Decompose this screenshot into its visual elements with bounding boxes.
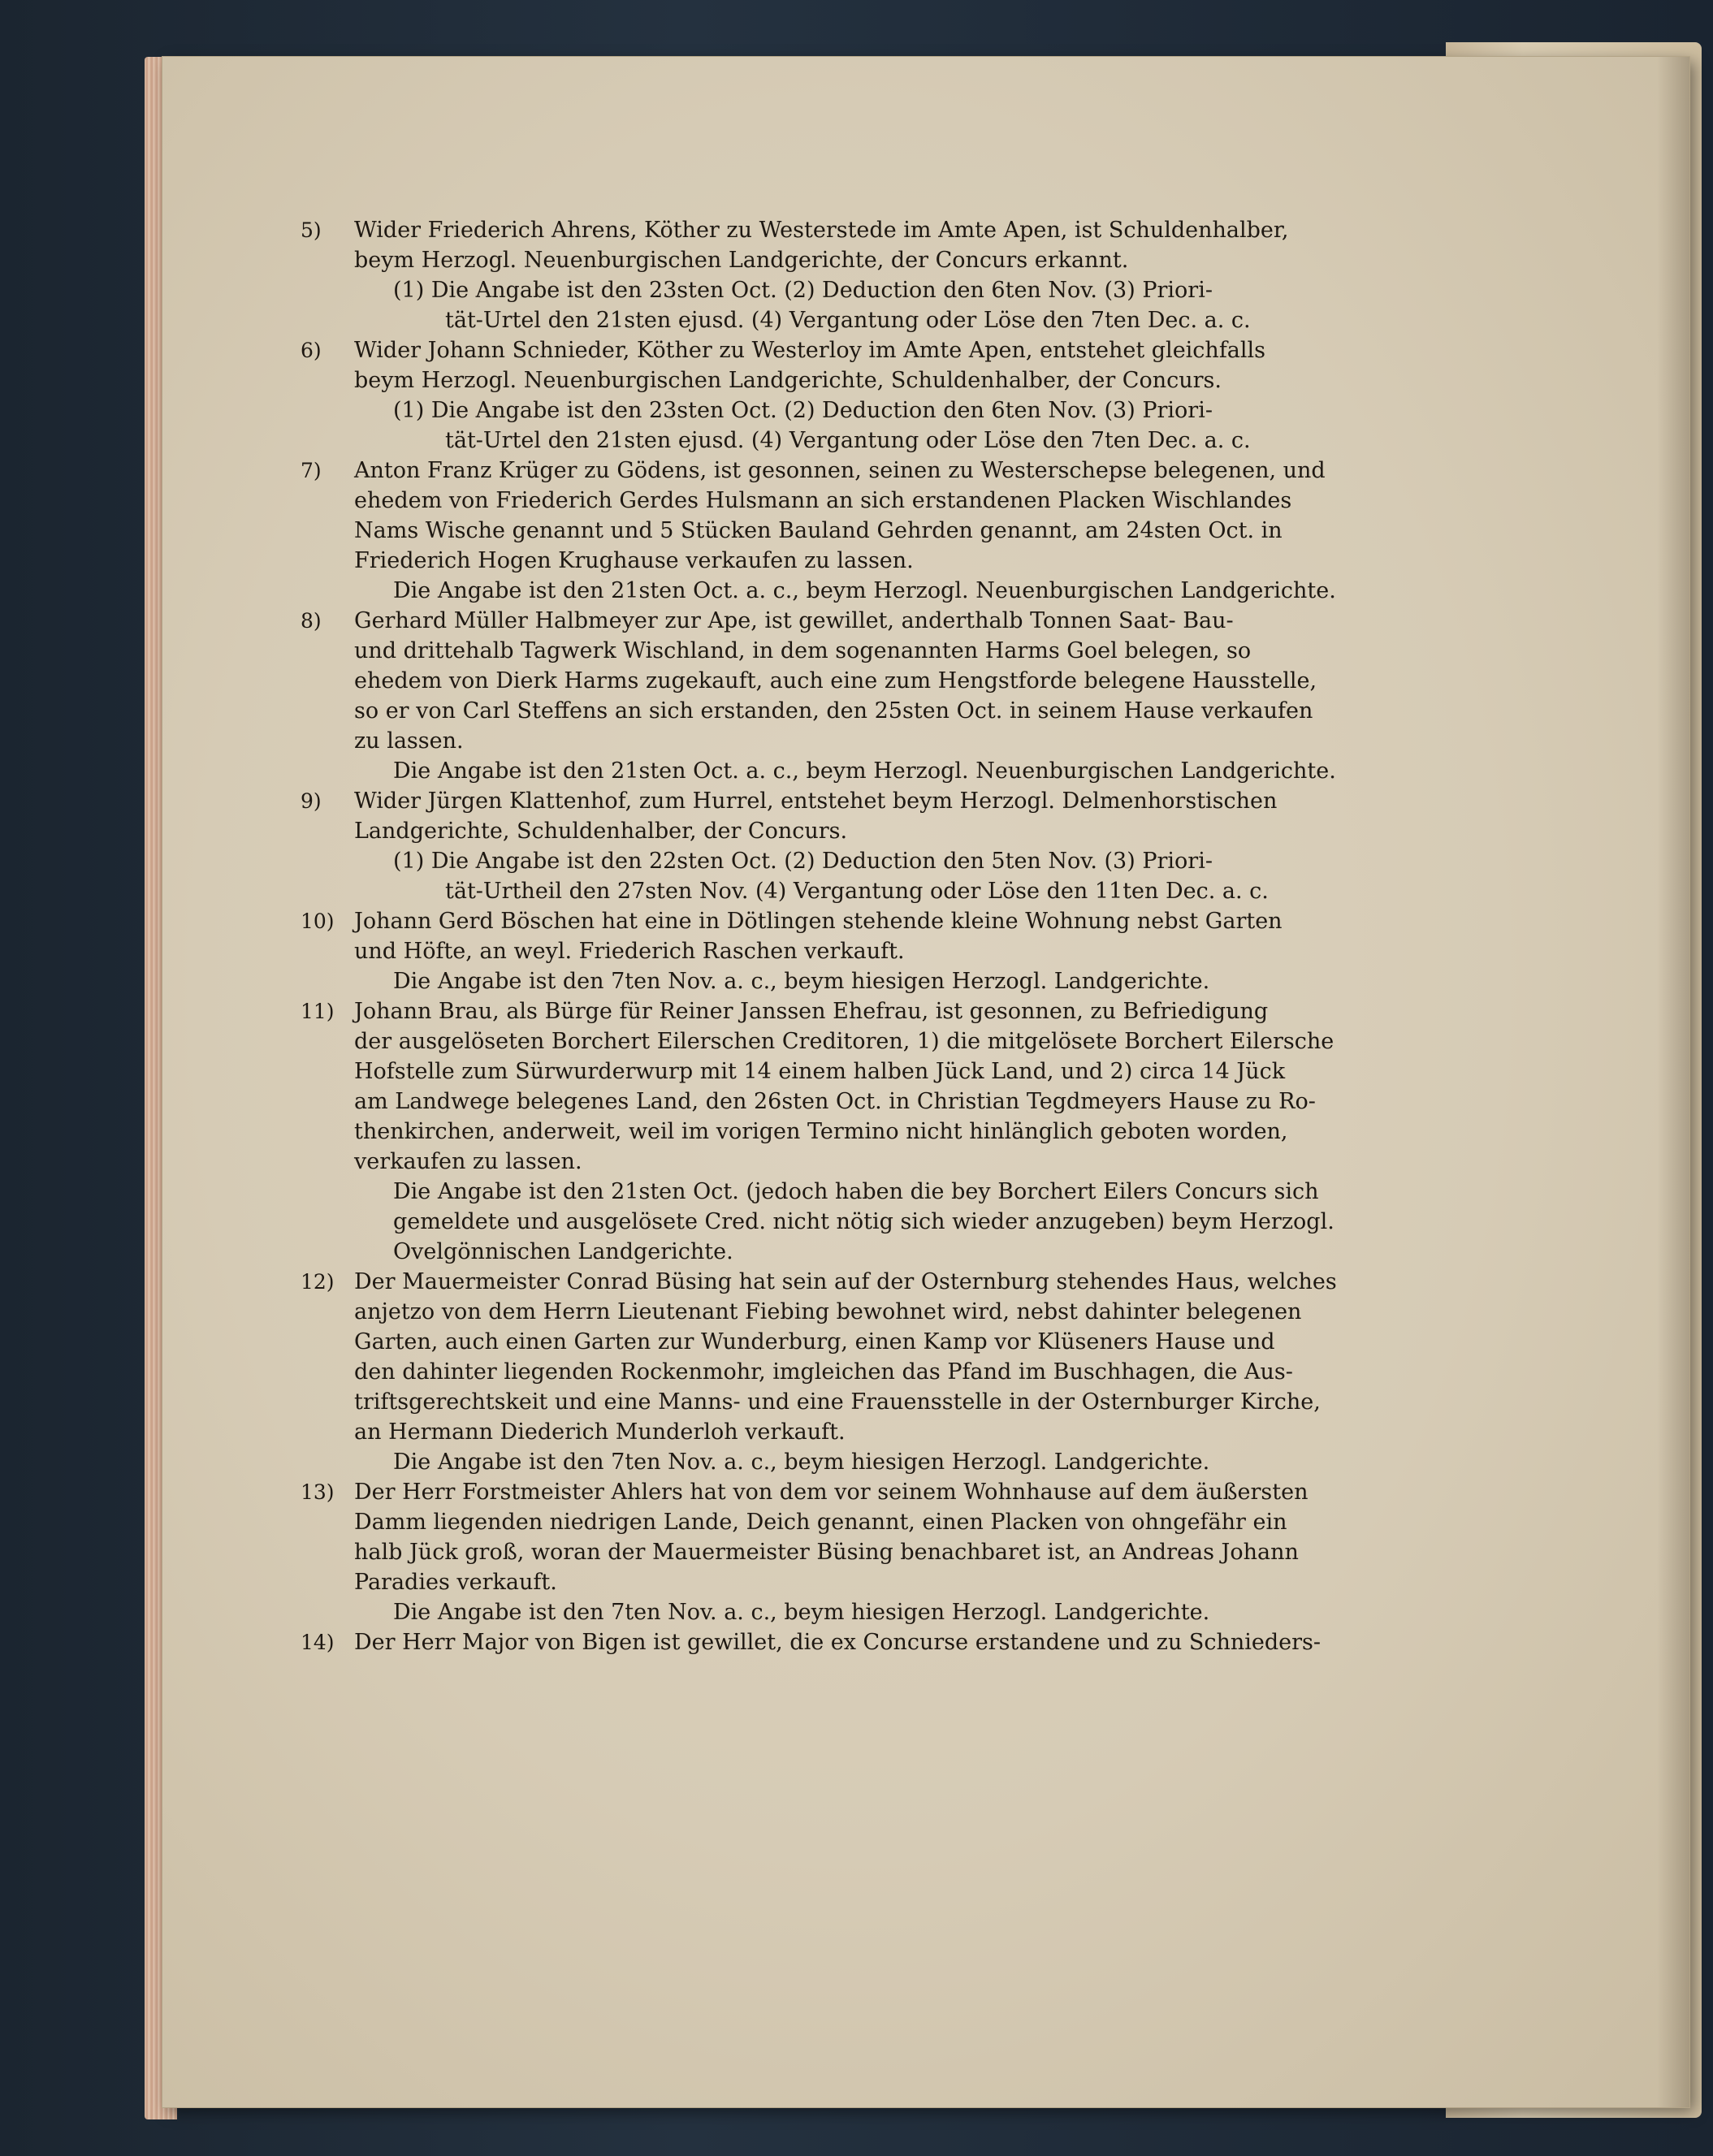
entry-detail-line: Die Angabe ist den 21sten Oct. a. c., beym Herzogl. Neuenburgischen Landgerichte. bbox=[393, 578, 1336, 603]
entry-number: 7) bbox=[301, 459, 322, 482]
entry-text-line: an Hermann Diederich Munderloh verkauft. bbox=[354, 1419, 846, 1445]
entry-number: 9) bbox=[301, 789, 322, 813]
entry-text-line: Garten, auch einen Garten zur Wunderburg, einen Kamp vor Klüseners Hause und bbox=[354, 1329, 1275, 1355]
entry-detail-line: Ovelgönnischen Landgerichte. bbox=[393, 1239, 733, 1264]
entry-number: 12) bbox=[301, 1270, 335, 1294]
notice-entry bbox=[301, 786, 1608, 906]
entry-text-line: beym Herzogl. Neuenburgischen Landgerichte, der Concurs erkannt. bbox=[354, 248, 1129, 273]
entry-text-line: den dahinter liegenden Rockenmohr, imgleichen das Pfand im Buschhagen, die Aus- bbox=[354, 1359, 1293, 1385]
entry-text-line: triftsgerechtskeit und eine Manns- und eine Frauensstelle in der Osternburger Kirche, bbox=[354, 1389, 1321, 1415]
notice-entry bbox=[301, 1267, 1608, 1477]
entry-detail-line: (1) Die Angabe ist den 23sten Oct. (2) Deduction den 6ten Nov. (3) Priori- bbox=[393, 398, 1213, 423]
entry-text-line: ehedem von Dierk Harms zugekauft, auch eine zum Hengstforde belegene Hausstelle, bbox=[354, 668, 1317, 693]
entry-detail-line: (1) Die Angabe ist den 22sten Oct. (2) Deduction den 5ten Nov. (3) Priori- bbox=[393, 849, 1213, 874]
notice-entry bbox=[301, 215, 1608, 335]
entry-number: 11) bbox=[301, 1000, 335, 1023]
entry-text-line: Wider Friederich Ahrens, Köther zu Westerstede im Amte Apen, ist Schuldenhalber, bbox=[354, 218, 1289, 243]
entry-detail-line: Die Angabe ist den 21sten Oct. (jedoch haben die bey Borchert Eilers Concurs sich bbox=[393, 1179, 1319, 1204]
entry-number: 14) bbox=[301, 1631, 335, 1654]
entry-text-line: Landgerichte, Schuldenhalber, der Concurs. bbox=[354, 819, 848, 844]
entry-text-line: und drittehalb Tagwerk Wischland, in dem sogenannten Harms Goel belegen, so bbox=[354, 638, 1252, 663]
entry-text-line: Der Mauermeister Conrad Büsing hat sein auf der Osternburg stehendes Haus, welches bbox=[354, 1269, 1337, 1294]
entry-number: 10) bbox=[301, 909, 335, 933]
entry-text-line: Der Herr Major von Bigen ist gewillet, die ex Concurse erstandene und zu Schnieders- bbox=[354, 1630, 1321, 1655]
notice-entry bbox=[301, 456, 1608, 606]
entry-text-line: so er von Carl Steffens an sich erstanden, den 25sten Oct. in seinem Hause verkaufen bbox=[354, 698, 1313, 724]
entry-detail-line: tät-Urtheil den 27sten Nov. (4) Vergantung oder Löse den 11ten Dec. a. c. bbox=[445, 879, 1269, 904]
entry-detail-line: Die Angabe ist den 7ten Nov. a. c., beym hiesigen Herzogl. Landgerichte. bbox=[393, 969, 1210, 994]
notice-entry bbox=[301, 1627, 1608, 1657]
entry-text-line: ehedem von Friederich Gerdes Hulsmann an sich erstandenen Placken Wischlandes bbox=[354, 488, 1292, 513]
entry-number: 13) bbox=[301, 1480, 335, 1504]
entry-text-line: halb Jück groß, woran der Mauermeister Büsing benachbaret ist, an Andreas Johann bbox=[354, 1540, 1299, 1565]
notice-entry bbox=[301, 996, 1608, 1267]
entry-detail-line: gemeldete und ausgelösete Cred. nicht nötig sich wieder anzugeben) beym Herzogl. bbox=[393, 1209, 1334, 1234]
entry-text-line: Friederich Hogen Krughause verkaufen zu lassen. bbox=[354, 548, 914, 573]
page-text bbox=[301, 215, 1608, 1657]
entry-text-line: anjetzo von dem Herrn Lieutenant Fiebing bewohnet wird, nebst dahinter belegenen bbox=[354, 1299, 1302, 1324]
entry-text-line: Anton Franz Krüger zu Gödens, ist gesonnen, seinen zu Westerschepse belegenen, und bbox=[354, 458, 1326, 483]
entry-text-line: Johann Brau, als Bürge für Reiner Janssen Ehefrau, ist gesonnen, zu Befriedigung bbox=[354, 999, 1269, 1024]
entry-detail-line: tät-Urtel den 21sten ejusd. (4) Vergantung oder Löse den 7ten Dec. a. c. bbox=[445, 308, 1251, 333]
entry-text-line: Gerhard Müller Halbmeyer zur Ape, ist gewillet, anderthalb Tonnen Saat- Bau- bbox=[354, 608, 1234, 633]
entry-text-line: verkaufen zu lassen. bbox=[354, 1149, 582, 1174]
entry-detail-line: tät-Urtel den 21sten ejusd. (4) Vergantung oder Löse den 7ten Dec. a. c. bbox=[445, 428, 1251, 453]
entry-text-line: Damm liegenden niedrigen Lande, Deich genannt, einen Placken von ohngefähr ein bbox=[354, 1510, 1287, 1535]
notice-entry bbox=[301, 1477, 1608, 1627]
entry-text-line: Paradies verkauft. bbox=[354, 1570, 557, 1595]
entry-text-line: zu lassen. bbox=[354, 728, 464, 754]
entry-text-line: thenkirchen, anderweit, weil im vorigen Termino nicht hinlänglich geboten worden, bbox=[354, 1119, 1288, 1144]
notice-entry bbox=[301, 335, 1608, 456]
entry-detail-line: Die Angabe ist den 7ten Nov. a. c., beym hiesigen Herzogl. Landgerichte. bbox=[393, 1600, 1210, 1625]
entry-text-line: Hofstelle zum Sürwurderwurp mit 14 einem halben Jück Land, und 2) circa 14 Jück bbox=[354, 1059, 1286, 1084]
entry-number: 6) bbox=[301, 339, 322, 362]
entry-detail-line: (1) Die Angabe ist den 23sten Oct. (2) Deduction den 6ten Nov. (3) Priori- bbox=[393, 278, 1213, 303]
entry-number: 8) bbox=[301, 609, 322, 633]
entry-text-line: Johann Gerd Böschen hat eine in Dötlingen stehende kleine Wohnung nebst Garten bbox=[354, 909, 1283, 934]
entry-text-line: am Landwege belegenes Land, den 26sten Oct. in Christian Tegdmeyers Hause zu Ro- bbox=[354, 1089, 1316, 1114]
entry-detail-line: Die Angabe ist den 7ten Nov. a. c., beym hiesigen Herzogl. Landgerichte. bbox=[393, 1450, 1210, 1475]
entry-detail-line: Die Angabe ist den 21sten Oct. a. c., beym Herzogl. Neuenburgischen Landgerichte. bbox=[393, 758, 1336, 784]
entry-text-line: Nams Wische genannt und 5 Stücken Bauland Gehrden genannt, am 24sten Oct. in bbox=[354, 518, 1283, 543]
entry-text-line: und Höfte, an weyl. Friederich Raschen verkauft. bbox=[354, 939, 905, 964]
entry-number: 5) bbox=[301, 218, 322, 242]
entry-text-line: Wider Johann Schnieder, Köther zu Westerloy im Amte Apen, entstehet gleichfalls bbox=[354, 338, 1266, 363]
entry-text-line: Wider Jürgen Klattenhof, zum Hurrel, entstehet beym Herzogl. Delmenhorstischen bbox=[354, 789, 1278, 814]
entry-text-line: beym Herzogl. Neuenburgischen Landgerichte, Schuldenhalber, der Concurs. bbox=[354, 368, 1222, 393]
notice-entry bbox=[301, 606, 1608, 786]
entry-text-line: Der Herr Forstmeister Ahlers hat von dem vor seinem Wohnhause auf dem äußersten bbox=[354, 1480, 1309, 1505]
entry-text-line: der ausgelöseten Borchert Eilerschen Creditoren, 1) die mitgelösete Borchert Eilersche bbox=[354, 1029, 1334, 1054]
notice-entry bbox=[301, 906, 1608, 996]
